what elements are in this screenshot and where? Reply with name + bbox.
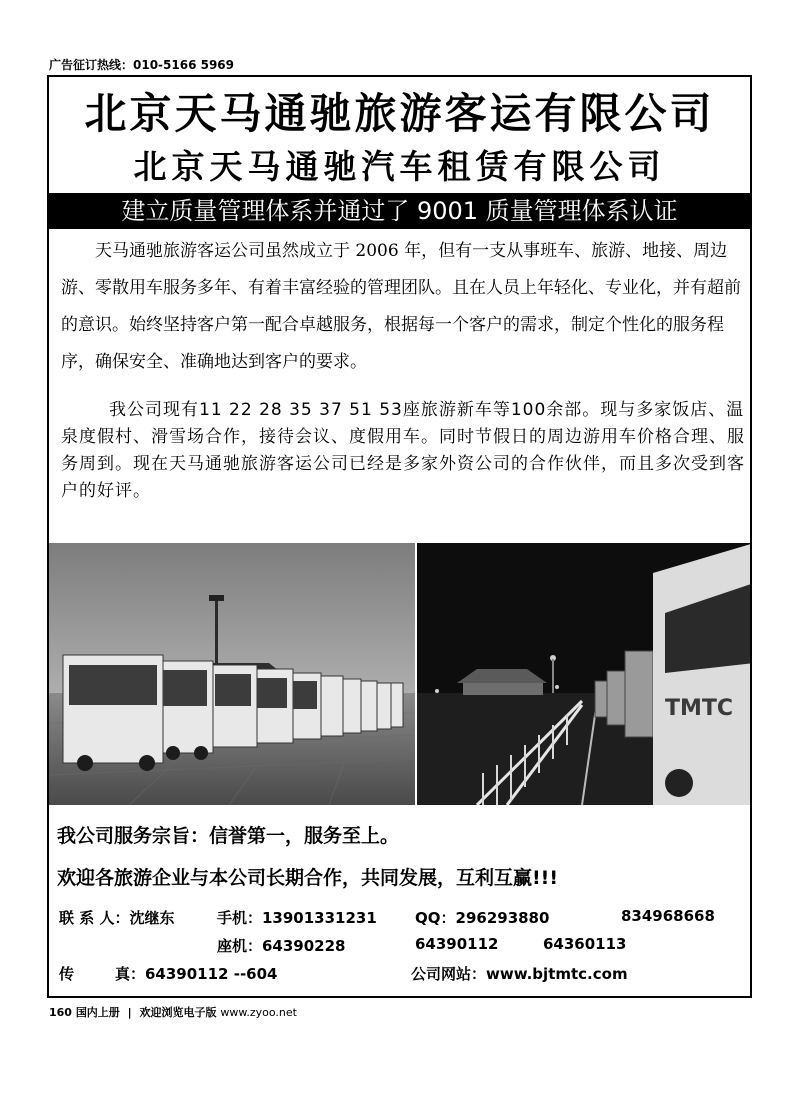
contact-qq-second: 834968668 bbox=[621, 907, 715, 925]
contact-website[interactable]: 公司网站：www.bjtmtc.com bbox=[411, 965, 628, 983]
company-subtitle: 北京天马通驰汽车租赁有限公司 bbox=[133, 147, 666, 186]
advertisement bbox=[47, 75, 752, 998]
contact-qq: QQ：296293880 bbox=[415, 909, 550, 927]
page-number: 160 bbox=[49, 1006, 72, 1019]
service-motto: 我公司服务宗旨：信誉第一，服务至上。 bbox=[57, 825, 400, 847]
cooperation-motto: 欢迎各旅游企业与本公司长期合作，共同发展，互利互赢!!! bbox=[57, 867, 558, 889]
photo-bus-fleet-night bbox=[417, 543, 752, 805]
photo-bus-fleet-night-image bbox=[417, 543, 752, 805]
footer-tagline: 欢迎浏览电子版 bbox=[139, 1006, 217, 1019]
fleet-paragraph bbox=[61, 397, 745, 505]
contact-landline-third: 64360113 bbox=[543, 935, 627, 953]
photo-bus-text: TMTC bbox=[665, 696, 734, 721]
contact-landline-second: 64390112 bbox=[415, 935, 499, 953]
footer-section: 国内上册 bbox=[75, 1006, 120, 1019]
contact-fax-label: 传 bbox=[59, 965, 75, 983]
photo-bus-fleet-day-image bbox=[49, 543, 415, 805]
photo-bus-fleet-day bbox=[49, 543, 415, 805]
ad-hotline: 广告征订热线：010-5166 5969 bbox=[49, 58, 235, 72]
certification-banner: 建立质量管理体系并通过了 9001 质量管理体系认证 bbox=[49, 193, 750, 229]
footer-separator: | bbox=[127, 1006, 132, 1019]
fleet-paragraph-text: 我公司现有11 22 28 35 37 51 53座旅游新车等100余部。现与多家饭店、温泉度假村、滑雪场合作，接待会议、度假用车。同时节假日的周边游用车价格合理、服务周到。现在天马通驰旅游客运公司已经是多家外资公司的合作伙伴，而且多次受到客户的好评。 bbox=[61, 400, 745, 501]
footer-url[interactable]: www.zyoo.net bbox=[220, 1006, 297, 1019]
contact-person: 联 系 人：沈继东 bbox=[59, 909, 175, 927]
contact-fax: 真：64390112 --604 bbox=[115, 965, 278, 983]
intro-paragraph: 天马通驰旅游客运公司虽然成立于 2006 年，但有一支从事班车、旅游、地接、周边游、零散用车服务多年、有着丰富经验的管理团队。且在人员上年轻化、专业化，并有超前的意识。始终坚持客户第一配合卓越服务，根据每一个客户的需求，制定个性化的服务程序，确保安全、准确地达到客户的要求。 bbox=[61, 241, 741, 372]
page-footer bbox=[49, 1004, 297, 1020]
contact-mobile: 手机：13901331231 bbox=[217, 909, 377, 927]
contact-landline: 座机：64390228 bbox=[217, 937, 346, 955]
company-title: 北京天马通驰旅游客运有限公司 bbox=[84, 89, 715, 138]
